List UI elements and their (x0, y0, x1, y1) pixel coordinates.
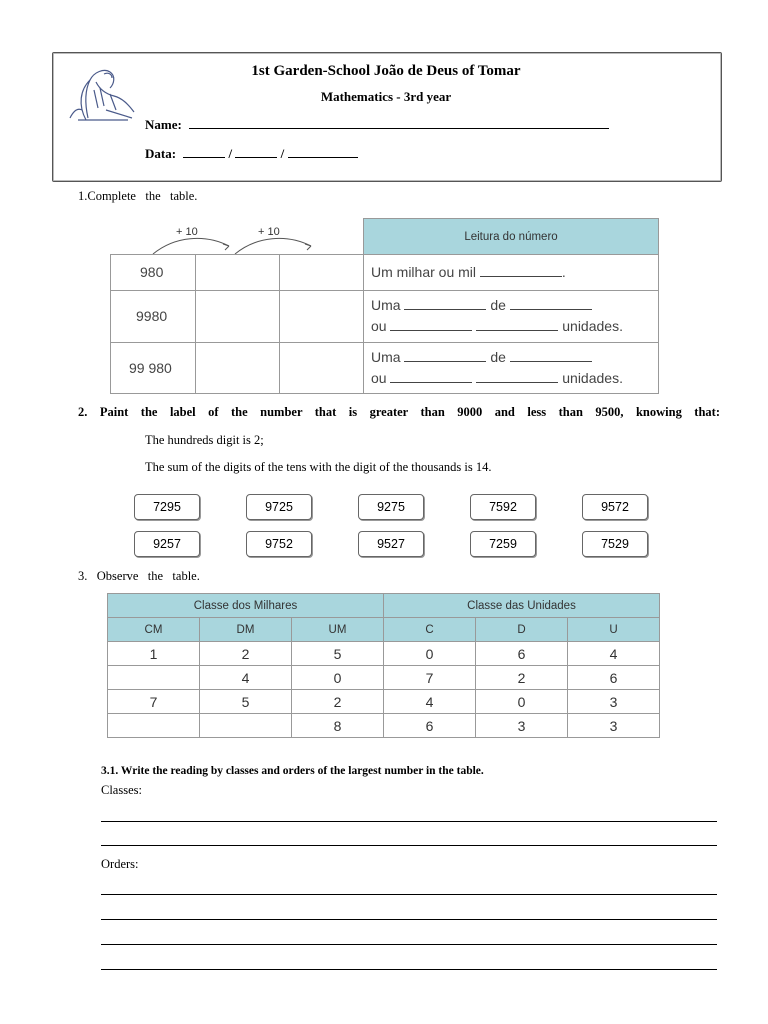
month-blank[interactable] (235, 145, 277, 158)
table-row (108, 666, 660, 690)
hint-hundreds: The hundreds digit is 2; (145, 433, 264, 447)
number-label-button[interactable]: 7529 (582, 531, 648, 557)
reading-part: unidades. (562, 318, 623, 334)
reading-blank[interactable] (476, 321, 558, 331)
table-cell: 6 (384, 714, 476, 738)
reading-part: de (490, 349, 506, 365)
number-label-button[interactable]: 7592 (470, 494, 536, 520)
reading-part: . (561, 264, 566, 280)
table-cell: 3 (476, 714, 568, 738)
subject-title: Mathematics - 3rd year (320, 89, 452, 104)
name-blank[interactable] (189, 116, 609, 129)
answer-line[interactable] (101, 969, 717, 970)
reading-blank[interactable] (476, 373, 558, 383)
table-cell: 2 (200, 642, 292, 666)
place-value-table (107, 593, 660, 738)
question-1: 1.Complete the table. (78, 189, 198, 203)
table-cell: 3 (568, 690, 660, 714)
table-cell: 4 (568, 642, 660, 666)
answer-line[interactable] (101, 894, 717, 895)
reading-part: Uma (371, 349, 401, 365)
arrow-label-2: + 10 (258, 226, 280, 238)
table-cell: 4 (200, 666, 292, 690)
reading-text (371, 349, 592, 365)
order-header: D (476, 618, 568, 642)
number-9980: 9980 (136, 308, 168, 324)
class-header: Classe das Unidades (384, 594, 660, 618)
date-label: Data: (145, 146, 177, 161)
reading-blank[interactable] (390, 321, 472, 331)
order-header: DM (200, 618, 292, 642)
reading-part: de (490, 297, 506, 313)
answer-cell[interactable] (195, 342, 280, 394)
question-2: 2. Paint the label of the number that is greater than 9000 and less than 9500, knowing that: (78, 405, 720, 419)
table-cell: 1 (108, 642, 200, 666)
number-label-button[interactable]: 9527 (358, 531, 424, 557)
name-field[interactable] (145, 116, 609, 133)
question-3-1: 3.1. Write the reading by classes and orders of the largest number in the table. (101, 765, 484, 777)
table-cell: 0 (292, 666, 384, 690)
table-cell: 2 (476, 666, 568, 690)
day-blank[interactable] (183, 145, 225, 158)
number-label-button[interactable]: 9752 (246, 531, 312, 557)
reading-header: Leitura do número (363, 218, 659, 255)
class-header: Classe dos Milhares (108, 594, 384, 618)
reading-part: ou (371, 318, 387, 334)
reading-text (371, 297, 592, 313)
table-cell: 5 (200, 690, 292, 714)
table-cell (108, 666, 200, 690)
table-cell: 2 (292, 690, 384, 714)
answer-line[interactable] (101, 944, 717, 945)
order-header: C (384, 618, 476, 642)
order-header: UM (292, 618, 384, 642)
order-header: CM (108, 618, 200, 642)
table-row (108, 642, 660, 666)
answer-line[interactable] (101, 845, 717, 846)
answer-cell[interactable] (279, 342, 364, 394)
table-cell: 0 (384, 642, 476, 666)
hint-sum: The sum of the digits of the tens with the digit of the thousands is 14. (145, 460, 492, 474)
reading-blank[interactable] (404, 352, 486, 362)
table-cell: 7 (108, 690, 200, 714)
table-row (108, 690, 660, 714)
year-blank[interactable] (288, 145, 358, 158)
table-row (108, 714, 660, 738)
plus-ten-arrows (145, 224, 335, 256)
answer-cell[interactable] (279, 290, 364, 343)
order-header: U (568, 618, 660, 642)
reading-blank[interactable] (510, 300, 592, 310)
table-cell (200, 714, 292, 738)
reading-text (371, 264, 566, 280)
answer-line[interactable] (101, 919, 717, 920)
reading-blank[interactable] (404, 300, 486, 310)
table-cell: 7 (384, 666, 476, 690)
number-label-button[interactable]: 7295 (134, 494, 200, 520)
table-cell: 6 (568, 666, 660, 690)
number-label-button[interactable]: 9275 (358, 494, 424, 520)
answer-cell[interactable] (195, 254, 280, 291)
reading-blank[interactable] (390, 373, 472, 383)
reading-part: Um milhar ou mil (371, 264, 477, 280)
number-label-button[interactable]: 9257 (134, 531, 200, 557)
reading-part: Uma (371, 297, 401, 313)
reading-blank[interactable] (480, 267, 562, 277)
reading-part: ou (371, 370, 387, 386)
table-cell: 8 (292, 714, 384, 738)
date-field[interactable]: Data: / / (145, 145, 358, 162)
table-cell: 0 (476, 690, 568, 714)
school-title: 1st Garden-School João de Deus of Tomar (251, 63, 521, 79)
reading-blank[interactable] (510, 352, 592, 362)
table-cell: 5 (292, 642, 384, 666)
reading-part: unidades. (562, 370, 623, 386)
arrow-label-1: + 10 (176, 226, 198, 238)
classes-label: Classes: (101, 783, 142, 797)
reading-text (371, 318, 623, 334)
number-99980: 99 980 (129, 360, 172, 376)
number-label-button[interactable]: 9725 (246, 494, 312, 520)
answer-cell[interactable] (279, 254, 364, 291)
orders-label: Orders: (101, 857, 139, 871)
table-cell: 4 (384, 690, 476, 714)
answer-cell[interactable] (195, 290, 280, 343)
answer-line[interactable] (101, 821, 717, 822)
number-label-button[interactable]: 7259 (470, 531, 536, 557)
number-label-button[interactable]: 9572 (582, 494, 648, 520)
table-cell: 6 (476, 642, 568, 666)
name-label: Name: (145, 117, 182, 132)
number-980: 980 (140, 264, 164, 280)
table-cell (108, 714, 200, 738)
reading-text (371, 370, 623, 386)
question-3: 3. Observe the table. (78, 569, 200, 583)
table-cell: 3 (568, 714, 660, 738)
